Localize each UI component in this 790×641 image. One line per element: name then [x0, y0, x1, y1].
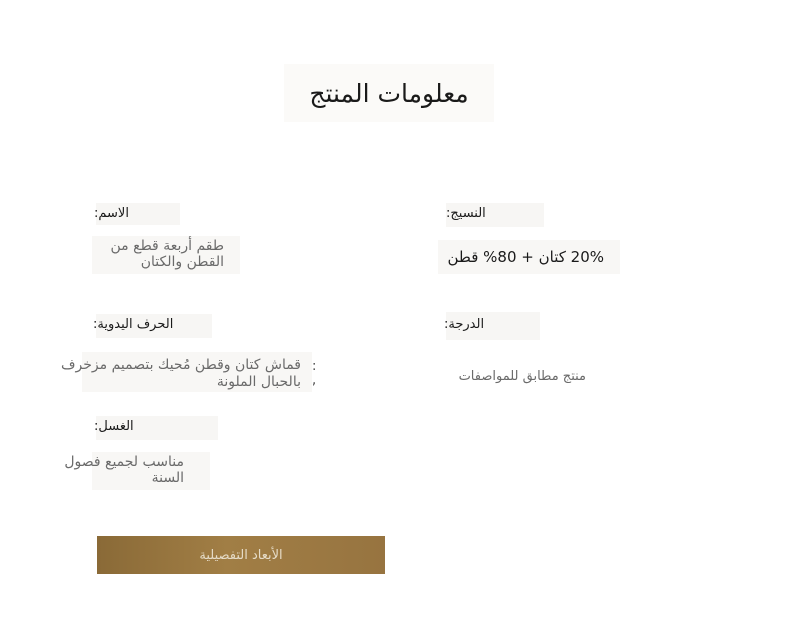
fabric-label: النسيج: [446, 206, 486, 221]
washing-value: مناسب لجميع فصول السنة [64, 454, 184, 486]
truncated-text-fragment: : , [312, 359, 317, 388]
washing-label: الغسل: [94, 419, 134, 434]
fabric-value: 20% كتان + 80% قطن [447, 248, 604, 266]
page-title: معلومات المنتج [309, 78, 469, 108]
craft-value: قماش كتان وقطن مُحيك بتصميم مزخرف بالحبال الملونة [61, 357, 301, 390]
craft-label: الحرف اليدوية: [93, 317, 174, 332]
page-title-container [284, 64, 494, 122]
grade-value: منتج مطابق للمواصفات [458, 369, 586, 384]
name-label: الاسم: [94, 206, 129, 221]
grade-label: الدرجة: [444, 317, 485, 332]
detailed-dimensions-button[interactable]: الأبعاد التفصيلية [97, 536, 385, 574]
name-value: طقم أربعة قطع من القطن والكتان [110, 238, 224, 270]
